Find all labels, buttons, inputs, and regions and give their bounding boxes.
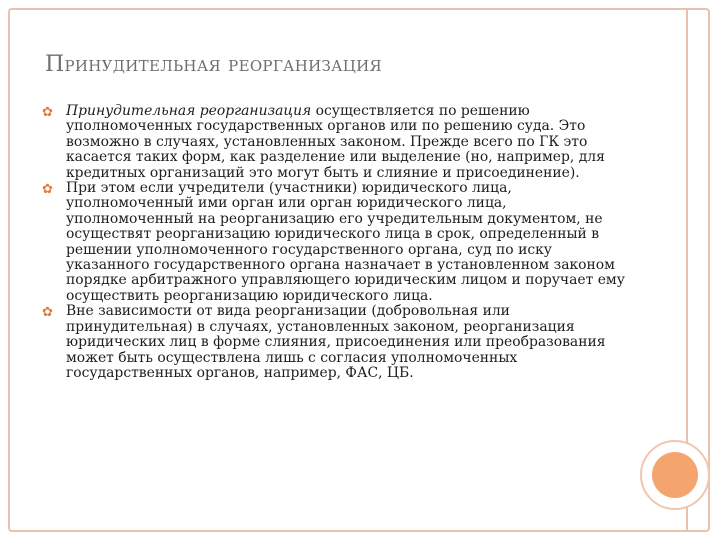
bullet-item-3 — [42, 304, 632, 381]
decorative-circle — [640, 440, 710, 510]
slide-content — [42, 104, 632, 381]
bullet-1-italic-lead: Принудительная реорганизация — [66, 103, 312, 119]
bullet-item-2 — [42, 181, 632, 304]
bullet-2-text: При этом если учредители (участники) юридического лица, уполномоченный ими орган или орган юридического лица, уполномоченный на реорганизацию его учредительным документом, не осуществят реорганизацию юридического лица в срок, определенный в решении уполномоченного государственного органа, суд по иску указанного государственного органа назначает в установленном законом порядке арбитражного управляющего юридическим лицом и поручает ему осуществить реорганизацию юридического лица. — [66, 180, 625, 304]
bullet-1-text: осуществляется по решению уполномоченных государственных органов или по решению суда. Это возможно в случаях, установленных законом. Прежде всего по ГК это касается таких форм, как разделение или выделение (но, например, для кредитных организаций это могут быть и слияние и присоединение). — [66, 103, 605, 181]
ornament-bullet-icon: ✿ — [42, 182, 53, 198]
ornament-bullet-icon: ✿ — [42, 105, 53, 120]
ornament-bullet-icon: ✿ — [42, 305, 53, 321]
bullet-3-text: Вне зависимости от вида реорганизации (добровольная или принудительная) в случаях, установленных законом, реорганизация юридических лиц в форме слияния, присоединения или преобразования может быть осуществлена лишь с согласия уполномоченных государственных органов, например, ФАС, ЦБ. — [66, 303, 606, 381]
decorative-circle-inner — [652, 452, 698, 498]
bullet-item-1 — [42, 104, 632, 181]
slide-title: Принудительная реорганизация — [45, 52, 382, 77]
